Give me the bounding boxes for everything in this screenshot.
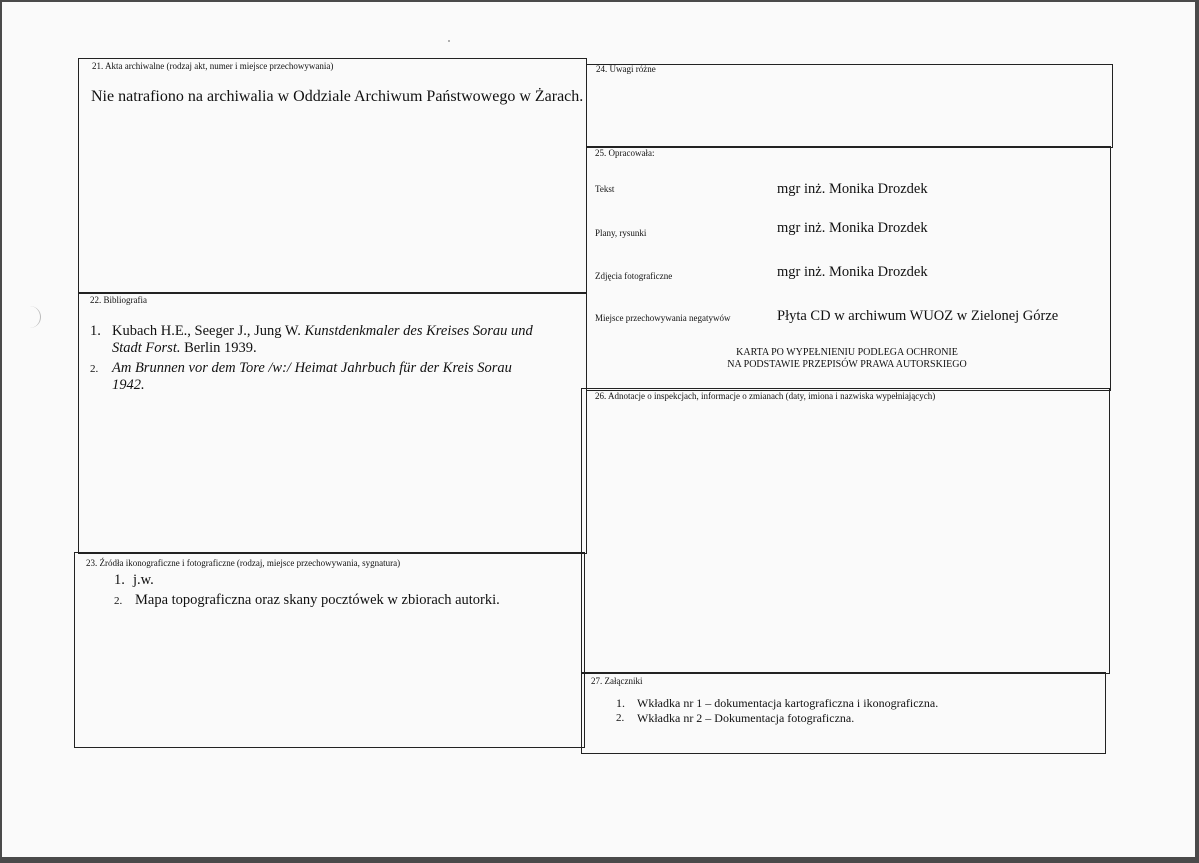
author-row-plans-label: Plany, rysunki xyxy=(595,228,647,238)
section-22-label: 22. Bibliografia xyxy=(90,295,147,305)
copyright-notice-line-2: NA PODSTAWIE PRZEPISÓW PRAWA AUTORSKIEGO xyxy=(727,359,967,370)
author-row-negatives-label: Miejsce przechowywania negatywów xyxy=(595,313,731,323)
bibliography-item-2-line-1: Am Brunnen vor dem Tore /w:/ Heimat Jahrbuch für der Kreis Sorau xyxy=(112,360,512,376)
section-26-box xyxy=(581,388,1110,674)
copyright-notice-line-1: KARTA PO WYPEŁNIENIU PODLEGA OCHRONIE xyxy=(736,347,958,358)
bibliography-item-1-line-2 xyxy=(112,340,257,357)
sources-item-1: j.w. xyxy=(133,572,154,588)
sources-item-2: Mapa topograficzna oraz skany pocztówek w zbiorach autorki. xyxy=(135,592,500,608)
section-21-label: 21. Akta archiwalne (rodzaj akt, numer i miejsce przechowywania) xyxy=(92,61,334,71)
author-row-photos-label: Zdjęcia fotograficzne xyxy=(595,271,673,281)
section-24-box xyxy=(586,64,1113,148)
form-sheet xyxy=(2,2,1195,857)
section-25-label: 25. Opracowała: xyxy=(595,148,655,158)
bibliography-item-1-number: 1. xyxy=(90,323,101,339)
section-21-text: Nie natrafiono na archiwalia w Oddziale Archiwum Państwowego w Żarach. xyxy=(91,88,584,105)
section-27-label: 27. Załączniki xyxy=(591,676,643,686)
section-23-label: 23. Źródła ikonograficzne i fotograficzne (rodzaj, miejsce przechowywania, sygnatura) xyxy=(86,558,401,568)
author-row-plans-value: mgr inż. Monika Drozdek xyxy=(777,220,928,236)
section-24-label: 24. Uwagi różne xyxy=(596,64,656,74)
scan-mark xyxy=(30,306,41,328)
attachment-item-2-number: 2. xyxy=(616,712,625,724)
sources-item-1-number: 1. xyxy=(114,572,125,588)
section-26-label: 26. Adnotacje o inspekcjach, informacje o zmianach (daty, imiona i nazwiska wypełniających) xyxy=(595,391,936,401)
sources-item-2-number: 2. xyxy=(114,595,123,607)
bibliography-item-2-number: 2. xyxy=(90,363,99,375)
bibliography-item-1-title: Kunstdenkmaler des Kreises Sorau und xyxy=(304,323,533,339)
author-row-text-value: mgr inż. Monika Drozdek xyxy=(777,181,928,197)
author-row-photos-value: mgr inż. Monika Drozdek xyxy=(777,264,928,280)
bibliography-item-1 xyxy=(112,323,533,340)
attachment-item-2: Wkładka nr 2 – Dokumentacja fotograficzna. xyxy=(637,711,855,725)
bibliography-item-1-authors: Kubach H.E., Seeger J., Jung W. xyxy=(112,323,301,339)
attachment-item-1: Wkładka nr 1 – dokumentacja kartograficzna i ikonograficzna. xyxy=(637,696,939,710)
scan-dot xyxy=(448,40,450,42)
bibliography-item-1-publication: Berlin 1939. xyxy=(184,340,257,356)
author-row-text-label: Tekst xyxy=(595,184,615,194)
author-row-negatives-value: Płyta CD w archiwum WUOZ w Zielonej Górze xyxy=(777,308,1059,324)
attachment-item-1-number: 1. xyxy=(616,696,625,710)
bibliography-item-2-line-2: 1942. xyxy=(112,377,145,393)
bibliography-item-1-title-cont: Stadt Forst. xyxy=(112,340,181,356)
